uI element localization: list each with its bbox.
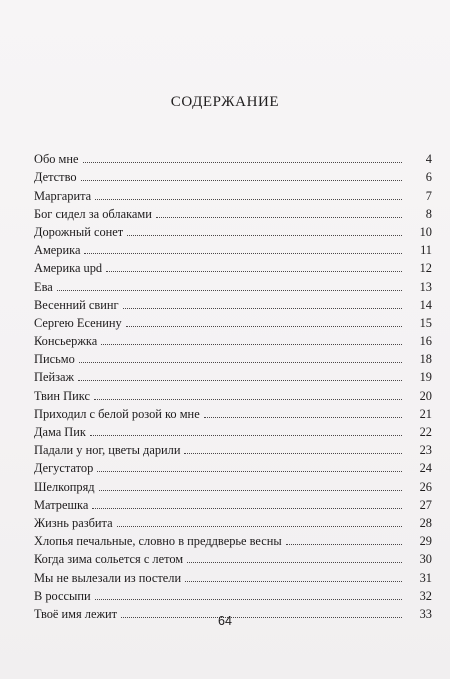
toc-entry [34,530,432,548]
dot-leader [92,508,402,509]
toc-entry [34,275,432,293]
toc-entry-page: 4 [425,152,432,167]
toc-entry-title: Ева [34,279,53,294]
toc-entry [34,566,432,584]
toc-entry-page: 13 [419,279,432,294]
toc-entry [34,330,432,348]
dot-leader [84,253,402,254]
toc-entry-page: 11 [420,243,432,258]
dot-leader [94,399,402,400]
toc-entry-title: Когда зима сольется с летом [34,552,184,567]
toc-entry-title: Обо мне [34,152,79,167]
toc-entry-page: 24 [419,461,432,476]
toc-entry-title: Жизнь разбита [34,515,113,530]
toc-entry-title: Бог сидел за облаками [34,206,152,221]
toc-entry [34,366,432,384]
toc-entry [34,403,432,421]
toc-entry [34,494,432,512]
toc-entry [34,166,432,184]
toc-entry-page: 18 [419,352,432,367]
toc-entry [34,512,432,530]
dot-leader [57,290,402,291]
toc-entry [34,585,432,603]
toc-entry-page: 10 [419,224,432,239]
dot-leader [185,581,402,582]
toc-entry-title: Падали у ног, цветы дарили [34,443,181,458]
toc-entry [34,439,432,457]
dot-leader [79,362,402,363]
page-number: 64 [218,614,232,628]
toc-entry [34,239,432,257]
dot-leader [90,435,402,436]
toc-entry [34,294,432,312]
toc-entry [34,384,432,402]
toc-entry [34,184,432,202]
toc-entry-title: Приходил с белой розой ко мне [34,406,200,421]
dot-leader [81,180,402,181]
dot-leader [101,344,402,345]
toc-entry-page: 22 [419,425,432,439]
dot-leader [117,526,402,527]
toc-entry-page: 23 [419,443,432,458]
toc-entry-title: Матрешка [34,497,89,512]
toc-entry-page: 33 [419,606,432,621]
toc-entry-page: 26 [419,479,432,494]
toc-entry [34,221,432,239]
toc-entry-title: Консьержка [34,334,98,349]
toc-entry-title: Весенний свинг [34,297,119,312]
dot-leader [187,562,402,563]
toc-entry-title: Мы не вылезали из постели [34,570,182,585]
toc-entry-page: 29 [419,534,432,549]
toc-entry-page: 31 [419,570,432,585]
toc-entry-page: 14 [419,297,432,312]
toc-title: СОДЕРЖАНИЕ [170,94,280,110]
toc-entry [34,457,432,475]
dot-leader [184,453,402,454]
toc-entry [34,312,432,330]
toc-entry [34,475,432,493]
toc-entry-page: 15 [419,315,432,330]
toc-entry-title: Письмо [34,352,75,367]
dot-leader [286,544,402,545]
toc-entry-title: Дама Пик [34,425,86,439]
dot-leader [156,217,402,218]
dot-leader [95,599,402,600]
toc-entry [34,421,432,439]
toc-entry [34,548,432,566]
toc-entry-page: 32 [419,588,432,603]
toc-entry-page: 27 [419,497,432,512]
table-of-contents [34,148,432,621]
dot-leader [123,308,402,309]
dot-leader [97,471,402,472]
toc-entry-title: Америка [34,243,81,258]
toc-entry-title: Дегустатор [34,461,94,476]
toc-entry-title: В россыпи [34,588,91,603]
toc-entry-title: Детство [34,170,77,185]
toc-entry-title: Твоё имя лежит [34,606,118,621]
toc-entry-title: Хлопья печальные, словно в преддверье весны [34,534,282,549]
toc-entry-title: Твин Пикс [34,388,90,403]
dot-leader [126,326,402,327]
toc-entry-page: 30 [419,552,432,567]
dot-leader [204,417,402,418]
dot-leader [99,490,402,491]
dot-leader [127,235,402,236]
toc-entry-page: 16 [419,334,432,349]
dot-leader [106,271,402,272]
toc-entry-title: Сергею Есенину [34,315,122,330]
toc-entry-page: 19 [419,370,432,385]
toc-entry-title: Дорожный сонет [34,224,124,239]
toc-entry [34,203,432,221]
dot-leader [78,380,402,381]
toc-entry [34,257,432,275]
toc-entry-title: Маргарита [34,188,92,203]
toc-entry-title: Шелкопряд [34,479,95,494]
dot-leader [95,199,402,200]
toc-entry-page: 6 [425,170,432,185]
toc-entry-title: Пейзаж [34,370,75,385]
toc-entry-page: 20 [419,388,432,403]
toc-entry-page: 7 [425,188,432,203]
toc-entry-page: 21 [419,406,432,421]
toc-entry [34,148,432,166]
toc-entry-page: 28 [419,515,432,530]
toc-entry-page: 12 [419,261,432,276]
dot-leader [83,162,402,163]
toc-entry [34,348,432,366]
toc-entry-title: Америка upd [34,261,103,276]
toc-entry-page: 8 [425,206,432,221]
